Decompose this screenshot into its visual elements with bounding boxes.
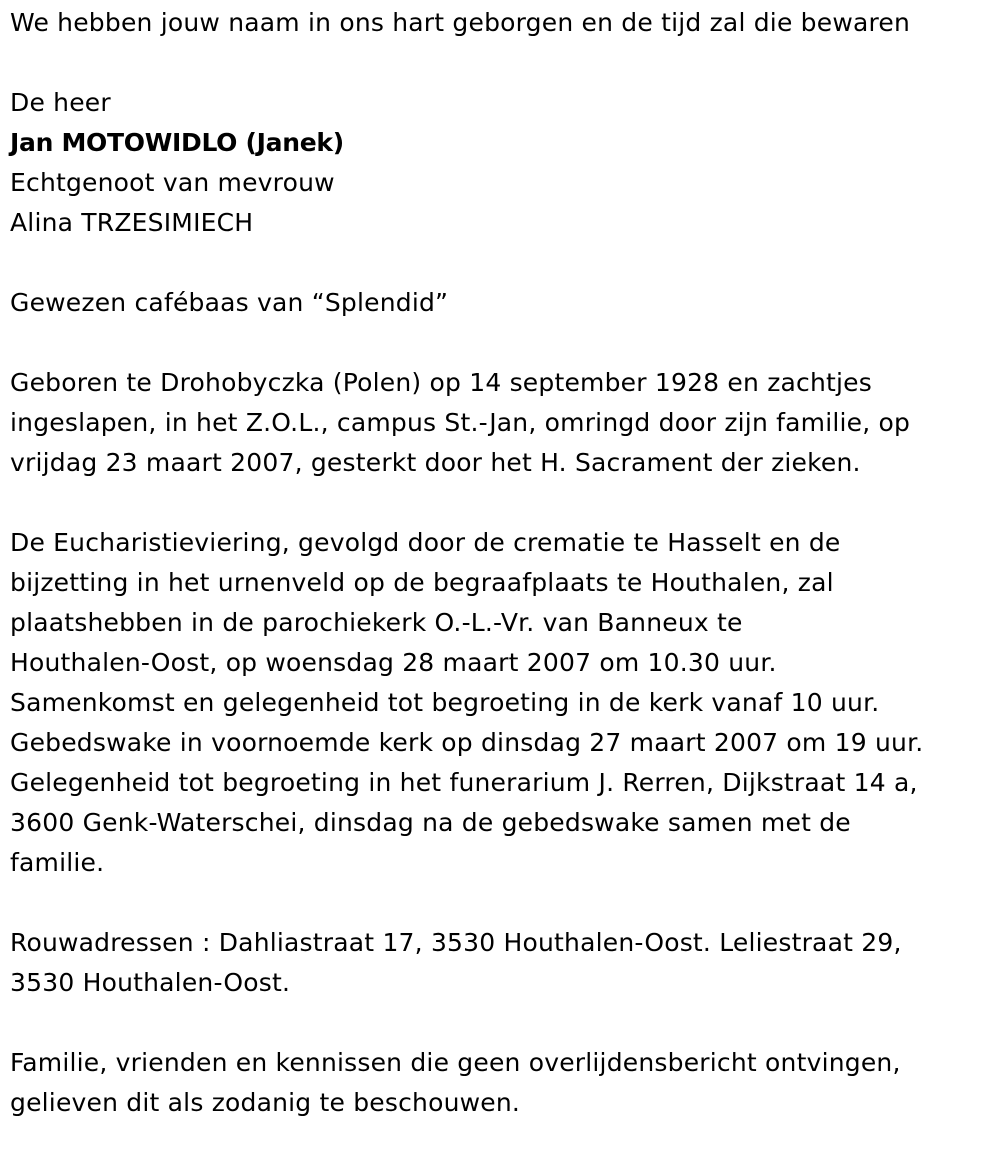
spacer (10, 483, 985, 523)
birth-death-paragraph (10, 363, 985, 483)
paragraph-line: Geboren te Drohobyczka (Polen) op 14 september 1928 en zachtjes (10, 368, 872, 397)
spacer (10, 43, 985, 83)
spouse-name: Alina TRZESIMIECH (10, 208, 254, 237)
paragraph-line: Gelegenheid tot begroeting in het funerarium J. Rerren, Dijkstraat 14 a, (10, 768, 918, 797)
spacer (10, 323, 985, 363)
paragraph-line: plaatshebben in de parochiekerk O.-L.-Vr. van Banneux te (10, 608, 743, 637)
occupation: Gewezen cafébaas van “Splendid” (10, 288, 449, 317)
paragraph-line: ingeslapen, in het Z.O.L., campus St.-Jan, omringd door zijn familie, op (10, 408, 911, 437)
spacer (10, 883, 985, 923)
paragraph-line: Houthalen-Oost, op woensdag 28 maart 2007 om 10.30 uur. (10, 648, 777, 677)
addresses-paragraph (10, 923, 985, 1003)
paragraph-line: Familie, vrienden en kennissen die geen overlijdensbericht ontvingen, (10, 1048, 901, 1077)
spacer (10, 1003, 985, 1043)
paragraph-line: De Eucharistieviering, gevolgd door de crematie te Hasselt en de (10, 528, 841, 557)
paragraph-line: vrijdag 23 maart 2007, gesterkt door het H. Sacrament der zieken. (10, 448, 861, 477)
paragraph-line: 3600 Genk-Waterschei, dinsdag na de gebedswake samen met de (10, 808, 851, 837)
paragraph-line: bijzetting in het urnenveld op de begraafplaats te Houthalen, zal (10, 568, 834, 597)
salutation: De heer (10, 88, 111, 117)
motto: We hebben jouw naam in ons hart geborgen en de tijd zal die bewaren (10, 8, 911, 37)
spouse-label: Echtgenoot van mevrouw (10, 168, 335, 197)
ceremony-paragraph (10, 523, 985, 883)
paragraph-line: Samenkomst en gelegenheid tot begroeting in de kerk vanaf 10 uur. (10, 688, 880, 717)
closing-paragraph (10, 1043, 985, 1123)
paragraph-line: Gebedswake in voornoemde kerk op dinsdag 27 maart 2007 om 19 uur. (10, 728, 924, 757)
deceased-name: Jan MOTOWIDLO (Janek) (10, 128, 344, 157)
spacer (10, 243, 985, 283)
obituary-document (10, 3, 985, 1123)
paragraph-line: 3530 Houthalen-Oost. (10, 968, 291, 997)
paragraph-line: gelieven dit als zodanig te beschouwen. (10, 1088, 521, 1117)
paragraph-line: familie. (10, 848, 105, 877)
paragraph-line: Rouwadressen : Dahliastraat 17, 3530 Houthalen-Oost. Leliestraat 29, (10, 928, 902, 957)
